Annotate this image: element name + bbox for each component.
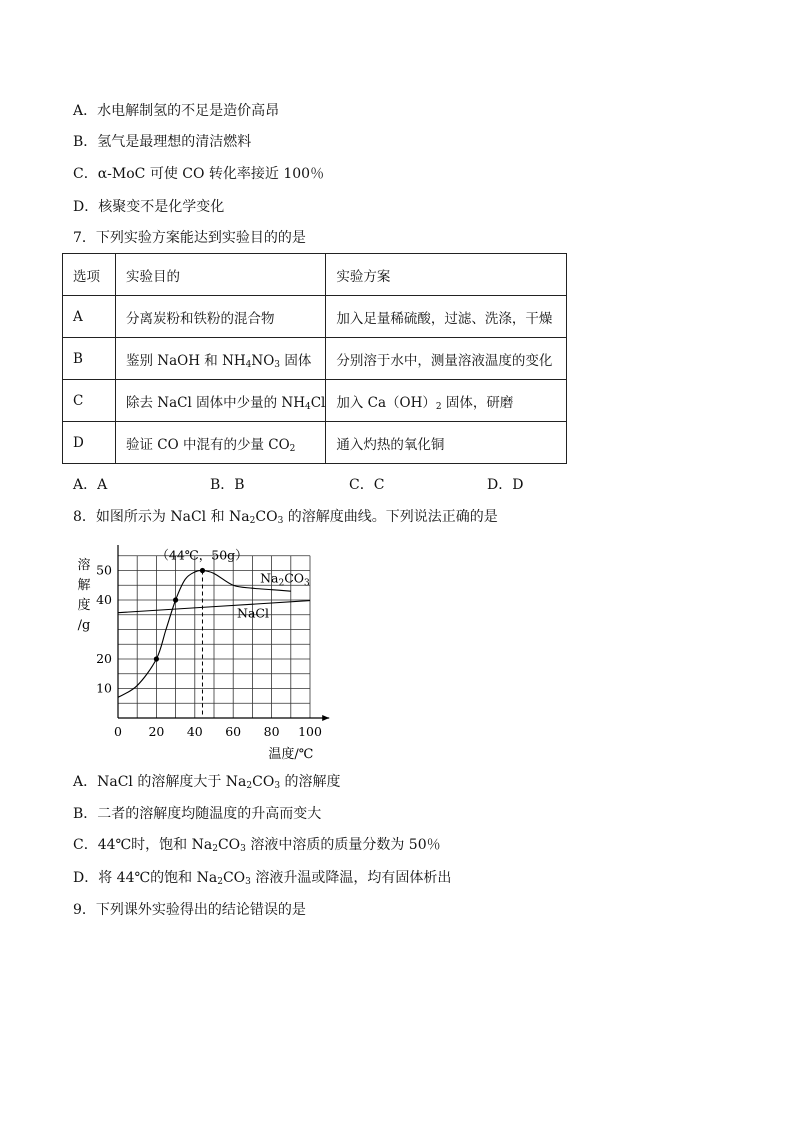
na2co3-label: $Na_2CO_3$ [260,570,310,589]
annotation-label: （44℃，50g） [156,547,248,563]
chart-labels [77,548,321,762]
q7-answer-c: C．C [349,477,385,493]
row-plan: 通入灼热的氧化铜 [326,422,567,464]
table-row [63,338,567,380]
q8-stem: 8．如图所示为 NaCl 和 $Na_2CO_3$ 的溶解度曲线。下列说法正确的是 [73,509,498,526]
experiment-table [62,253,567,464]
table-header-plan: 实验方案 [326,254,567,296]
row-goal: 除去 NaCl 固体中少量的 $NH_4Cl$ [116,380,326,422]
q7-answer-d: D．D [487,477,524,493]
x-axis-label: 温度/℃ [268,747,314,762]
x-tick-label: 100 [298,724,322,739]
y-tick-label: 10 [96,680,112,696]
na2co3-curve [118,570,291,697]
q7-answer-b: B．B [210,477,245,493]
row-goal: 鉴别 NaOH 和 $NH_4NO_3$ 固体 [116,338,326,380]
x-tick-label: 40 [186,724,203,739]
x-tick-label: 80 [263,724,280,739]
table-header-row [63,254,567,296]
table-header-option: 选项 [63,254,116,296]
row-goal: 分离炭粉和铁粉的混合物 [116,296,326,338]
row-goal: 验证 CO 中混有的少量 $CO_2$ [116,422,326,464]
q8-option-d: D．将 44℃的饱和 $Na_2CO_3$ 溶液升温或降温，均有固体析出 [73,870,452,887]
row-option: C [63,380,116,422]
table-row [63,422,567,464]
row-option: D [63,422,116,464]
row-option: A [63,296,116,338]
y-axis-label: 解 [77,578,91,593]
y-tick-label: 50 [96,562,112,578]
row-plan: 加入足量稀硫酸，过滤、洗涤，干燥 [326,296,567,338]
q8-option-b: B．二者的溶解度均随温度的升高而变大 [73,806,322,822]
y-tick-label: 20 [96,651,112,666]
y-tick-label: 40 [96,592,112,607]
x-axis-arrow [322,715,329,721]
q9-stem: 9．下列课外实验得出的结论错误的是 [73,902,306,918]
q8-option-a: A．NaCl 的溶解度大于 $Na_2CO_3$ 的溶解度 [73,774,341,791]
y-axis-label: /g [77,618,91,633]
row-plan: 加入 $Ca(OH)_2$ 固体，研磨 [326,380,567,422]
data-point [173,597,178,602]
x-tick-label: 60 [225,724,242,739]
y-axis-label: 度 [77,598,91,613]
solubility-chart [70,545,350,765]
data-point [200,568,205,573]
q6-option-b: B．氢气是最理想的清洁燃料 [73,134,252,150]
nacl-label: NaCl [237,605,269,621]
table-header-goal: 实验目的 [116,254,326,296]
table-row [63,380,567,422]
x-tick-label: 20 [148,724,165,739]
q8-option-c: C．44℃时，饱和 $Na_2CO_3$ 溶液中溶质的质量分数为 50％ [73,837,441,854]
table-row [63,296,567,338]
data-point [154,656,159,661]
q7-answer-a: A．A [73,477,108,493]
q6-option-c: C．α-MoC 可使 CO 转化率接近 100％ [73,166,325,182]
q7-stem: 7．下列实验方案能达到实验目的的是 [73,230,306,246]
row-option: B [63,338,116,380]
y-axis-label: 溶 [77,558,91,573]
row-plan: 分别溶于水中，测量溶液温度的变化 [326,338,567,380]
x-tick-label: 0 [114,724,122,739]
q6-option-a: A．水电解制氢的不足是造价高昂 [73,103,280,119]
q6-option-d: D．核聚变不是化学变化 [73,199,225,215]
